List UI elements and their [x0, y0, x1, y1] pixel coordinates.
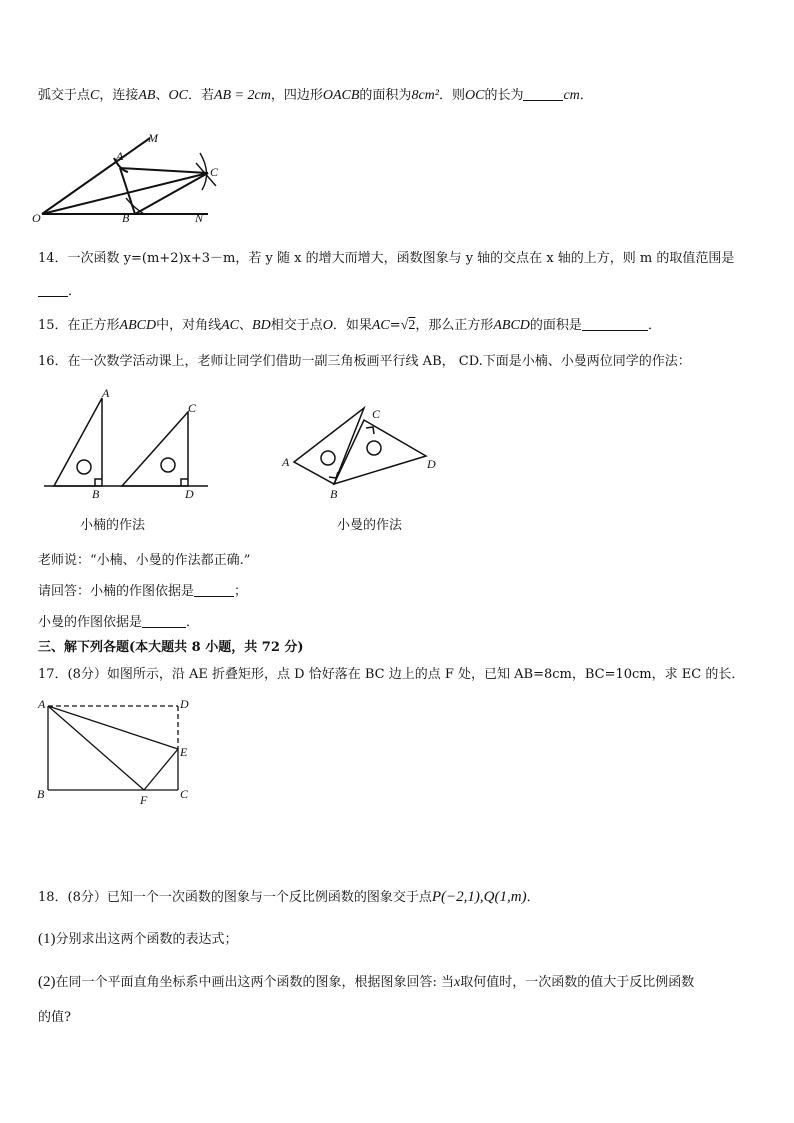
- q13-label-n: N: [195, 211, 204, 225]
- q15-abcd2: ABCD: [493, 318, 530, 333]
- q16-fig2-label-b: B: [330, 487, 338, 501]
- q18-sub1-text: 分别求出这两个函数的表达式；: [55, 932, 238, 947]
- q15-sep: 、: [239, 318, 253, 333]
- q16-teacher-text: 老师说：“小楠、小曼的作法都正确.”: [38, 553, 251, 568]
- q15-abcd: ABCD: [119, 318, 157, 333]
- q15-part6: 的面积是: [529, 318, 582, 333]
- q15-part1: 15．在正方形: [38, 318, 120, 333]
- q18-points: P(−2,1),Q(1,m): [431, 889, 527, 905]
- q14-text: [38, 249, 734, 269]
- q13-oc: OC: [168, 88, 188, 103]
- q13-oacb: OACB: [322, 88, 360, 103]
- q16-teacher: [38, 551, 250, 571]
- q15-part4: ．如果: [332, 318, 372, 333]
- q15-part2: 中，对角线: [156, 318, 222, 333]
- q18-end: ．: [526, 890, 540, 905]
- q16-ask1-text: 请回答：小楠的作图依据是: [38, 584, 195, 599]
- q13-part3: ．若: [187, 88, 214, 103]
- q16-caption-xiaonan: 小楠的作法: [80, 518, 146, 533]
- q13-part6: ．则: [438, 88, 465, 103]
- q17-text: [38, 665, 744, 685]
- q13-label-c: C: [210, 165, 219, 179]
- q17-label-a: A: [38, 697, 46, 711]
- q13-label-m: M: [148, 131, 158, 145]
- q16-fig1-label-a: A: [102, 386, 110, 400]
- q18-sub2a: 在同一个平面直角坐标系中画出这两个函数的图象，根据图象回答: 当: [55, 975, 455, 990]
- q13-end: ．: [579, 88, 593, 103]
- q17-body: 17．(8分）如图所示，沿 AE 折叠矩形，点 D 恰好落在 BC 边上的点 F 处，已知 AB=8cm，BC=10cm，求 EC 的长．: [38, 667, 745, 682]
- q18-part1: 18．(8分）已知一个一次函数的图象与一个反比例函数的图象交于点: [38, 890, 432, 905]
- q15-text: [38, 316, 661, 336]
- q15-o: O: [322, 318, 333, 333]
- q13-ab-eq: AB = 2cm: [213, 88, 271, 103]
- q13-area: 8cm²: [411, 88, 439, 103]
- q16-caption-xiaoman: 小曼的作法: [337, 518, 403, 533]
- q16-fig2-label-c: C: [372, 407, 381, 421]
- q16-ask2-end: ．: [186, 615, 200, 630]
- q13-part2: ，连接: [99, 88, 139, 103]
- q18-sub2: [38, 972, 694, 993]
- q16-fig2-label-d: D: [427, 457, 436, 471]
- q18-sub2b: 取何值时，一次函数的值大于反比例函数: [460, 975, 695, 990]
- q17-label-e: E: [180, 745, 188, 759]
- q15-part3: 相交于点: [270, 318, 323, 333]
- q15-ac2: AC: [371, 318, 390, 333]
- q16-ask1-end: ；: [234, 584, 248, 599]
- q16-figure-xiaoman: [276, 400, 448, 504]
- q18-sub2-cont: [38, 1008, 71, 1028]
- q16-text: [38, 352, 691, 372]
- q14-body: 14．一次函数 y=(m+2)x+3－m，若 y 随 x 的增大而增大，函数图象与 y 轴的交点在 x 轴的上方，则 m 的取值范围是: [38, 251, 735, 266]
- q13-ab: AB: [138, 88, 156, 103]
- q18-sub1-num: (1): [38, 931, 56, 947]
- q15-sqrt-value: 2: [408, 318, 416, 333]
- q17-figure: [34, 694, 204, 806]
- q13-part4: ，四边形: [270, 88, 323, 103]
- q13-unit: cm: [563, 88, 580, 103]
- q15-part5: ，那么正方形: [415, 318, 494, 333]
- q13-oc2: OC: [464, 88, 485, 103]
- q15-end: ．: [647, 318, 661, 333]
- q17-label-d: D: [180, 697, 189, 711]
- q13-part7: 的长为: [484, 88, 524, 103]
- q17-label-f: F: [140, 793, 148, 806]
- q18-sub2-num: (2): [38, 974, 56, 990]
- q15-bd: BD: [252, 318, 271, 333]
- q13-text: [38, 86, 593, 106]
- q15-eq: =: [389, 318, 401, 333]
- q18-text: [38, 887, 540, 908]
- q14-end: ．: [68, 284, 82, 299]
- q18-sub1: [38, 929, 238, 950]
- q15-ac: AC: [221, 318, 240, 333]
- q17-label-c: C: [180, 787, 189, 801]
- q16-figure-xiaonan: [40, 386, 212, 502]
- q16-ask2: [38, 613, 199, 633]
- q15-sqrt: √2: [400, 318, 416, 333]
- q14-answer-line: [38, 282, 81, 302]
- q16-fig2-label-a: A: [282, 455, 290, 469]
- q16-ask2-text: 小曼的作图依据是: [38, 615, 143, 630]
- q15-answer-blank: [582, 316, 648, 331]
- q16-fig1-label-c: C: [188, 401, 197, 415]
- q13-figure: [30, 128, 220, 226]
- q16-ask1: [38, 582, 247, 602]
- q13-part1: 弧交于点: [38, 88, 91, 103]
- q16-body: 16．在一次数学活动课上，老师让同学们借助一副三角板画平行线 AB， CD.下面是小楠、小曼两位同学的作法：: [38, 354, 691, 369]
- q16-fig1-label-d: D: [185, 487, 194, 501]
- q13-label-b: B: [122, 211, 130, 225]
- q13-part5: 的面积为: [359, 88, 412, 103]
- q13-label-a: A: [116, 149, 124, 163]
- q16-ask1-blank: [194, 582, 234, 597]
- q13-label-o: O: [32, 211, 41, 225]
- q13-answer-blank: [523, 86, 563, 101]
- q16-ask2-blank: [142, 613, 186, 628]
- q13-sep: 、: [155, 88, 169, 103]
- q13-point-c: C: [90, 88, 100, 103]
- section-3-heading: 三、解下列各题(本大题共 8 小题，共 72 分): [38, 640, 304, 655]
- q17-label-b: B: [37, 787, 45, 801]
- q14-answer-blank: [38, 282, 68, 297]
- q18-x: x: [454, 975, 461, 990]
- q18-sub2c: 的值?: [38, 1010, 71, 1025]
- q16-fig1-label-b: B: [92, 487, 100, 501]
